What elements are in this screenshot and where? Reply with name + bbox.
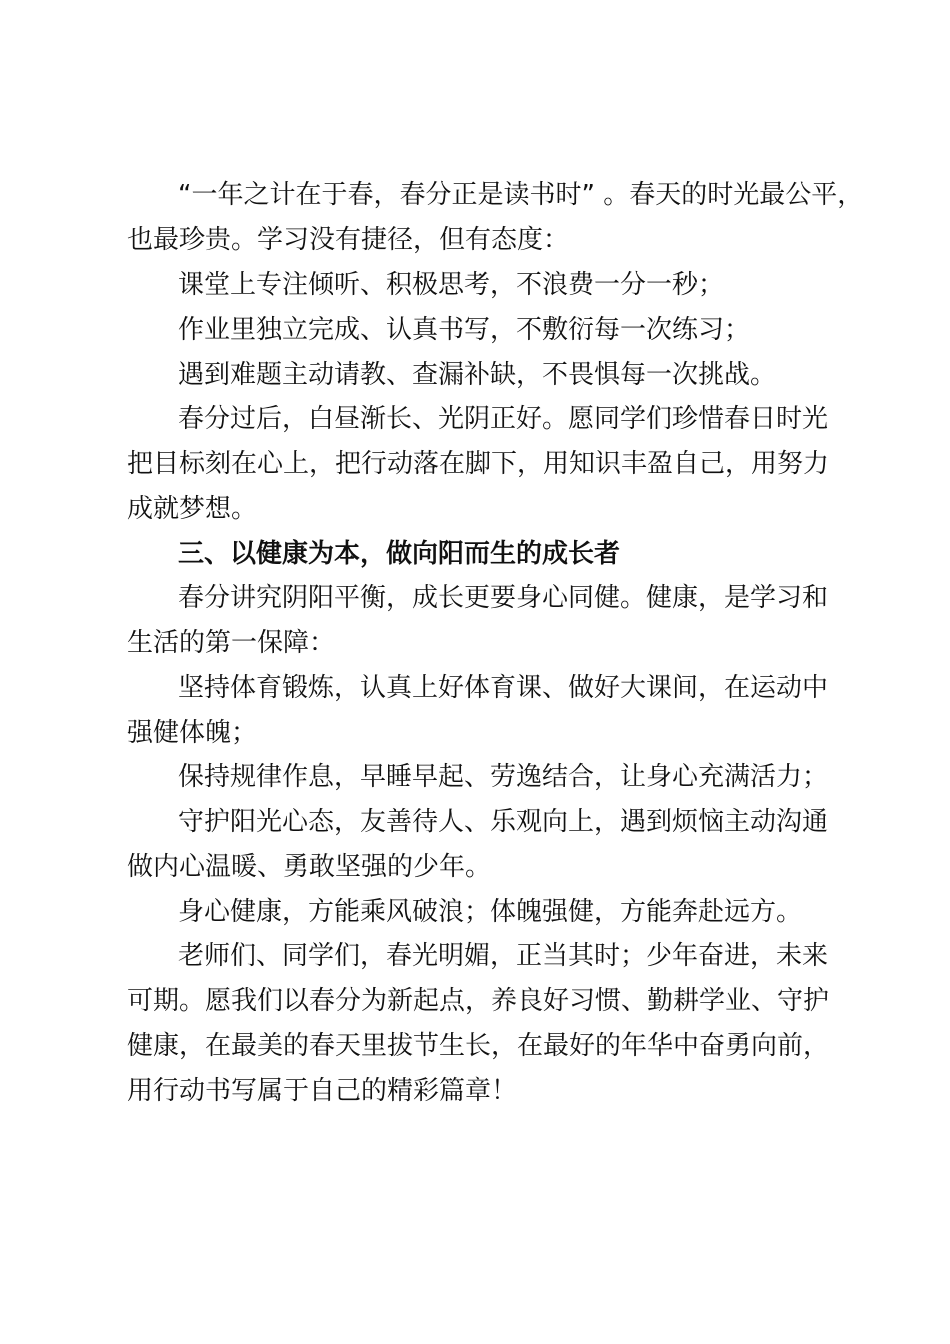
text-line-8: 成就梦想。 (127, 494, 258, 524)
text-line-19: 可期。愿我们以春分为新起点，养良好习惯、勤耕学业、守护 (127, 986, 830, 1016)
text-line-5: 遇到难题主动请教、查漏补缺，不畏惧每一次挑战。 (178, 360, 777, 390)
text-line-6: 春分过后，白昼渐长、光阴正好。愿同学们珍惜春日时光 (178, 404, 829, 434)
text-line-15: 守护阳光心态，友善待人、乐观向上，遇到烦恼主动沟通 (178, 807, 829, 837)
text-line-2: 也最珍贵。学习没有捷径，但有态度： (127, 225, 570, 255)
text-line-1: “一年之计在于春，春分正是读书时” 。春天的时光最公平， (178, 180, 864, 210)
text-line-17: 身心健康，方能乘风破浪；体魄强健，方能奔赴远方。 (178, 897, 803, 927)
text-line-10: 春分讲究阴阳平衡，成长更要身心同健。健康，是学习和 (178, 583, 829, 613)
text-line-11: 生活的第一保障： (127, 628, 336, 658)
text-line-21: 用行动书写属于自己的精彩篇章！ (127, 1076, 518, 1106)
text-line-12: 坚持体育锻炼，认真上好体育课、做好大课间，在运动中 (178, 673, 829, 703)
text-line-3: 课堂上专注倾听、积极思考，不浪费一分一秒； (178, 270, 725, 300)
text-line-16: 做内心温暖、勇敢坚强的少年。 (127, 852, 492, 882)
text-line-14: 保持规律作息，早睡早起、劳逸结合，让身心充满活力； (178, 762, 829, 792)
text-line-4: 作业里独立完成、认真书写，不敷衍每一次练习； (178, 315, 751, 345)
text-line-7: 把目标刻在心上，把行动落在脚下，用知识丰盈自己，用努力 (127, 449, 830, 479)
text-line-13: 强健体魄； (127, 718, 258, 748)
text-line-20: 健康，在最美的春天里拔节生长，在最好的年华中奋勇向前， (127, 1031, 830, 1061)
text-line-18: 老师们、同学们，春光明媚，正当其时；少年奋进，未来 (178, 941, 829, 971)
section-heading: 三、以健康为本，做向阳而生的成长者 (178, 539, 621, 569)
